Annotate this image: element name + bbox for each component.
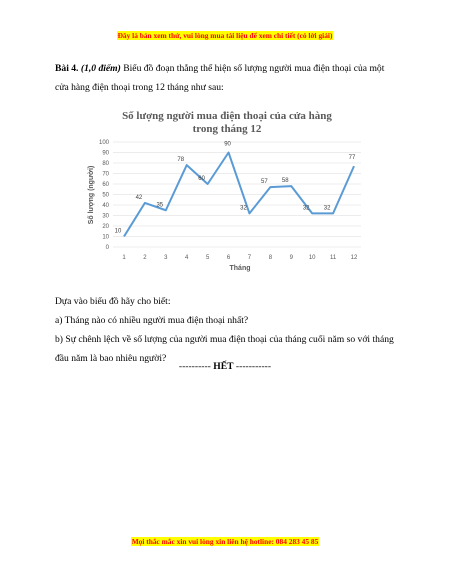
data-label: 90 — [224, 141, 231, 148]
x-tick-label: 10 — [308, 255, 316, 261]
y-tick-label: 30 — [102, 213, 109, 220]
x-tick-label: 8 — [268, 255, 273, 261]
y-tick-label: 40 — [102, 203, 109, 209]
data-label: 78 — [177, 157, 185, 164]
problem-points: (1,0 điểm) — [80, 63, 121, 74]
hotline-text: Mọi thắc mắc xin vui lòng xin liên hệ hotline: 084 283 45 85 — [131, 537, 319, 546]
y-tick-label: 90 — [102, 150, 109, 157]
x-tick-label: 2 — [143, 255, 147, 261]
data-label: 10 — [114, 228, 122, 235]
chart-gridlines — [113, 142, 361, 247]
y-tick-label: 80 — [102, 161, 109, 167]
end-word: HẾT — [213, 361, 234, 372]
x-tick-label: 9 — [289, 255, 293, 261]
chart-title-line1: Số lượng người mua điện thoại của cửa hàng — [122, 110, 332, 122]
y-tick-label: 70 — [102, 171, 109, 178]
line-chart — [0, 0, 450, 290]
problem-text: Biểu đồ đoạn thẳng thể hiện số lượng người mua điện thoại của một cửa hàng điện thoại trong 12 tháng như sau: — [55, 63, 385, 93]
x-axis-ticks — [122, 255, 358, 261]
y-tick-label: 0 — [105, 245, 109, 251]
preview-notice-text: Đây là bản xem thử, vui lòng mua tài liệu để xem chi tiết (có lời giải) — [117, 31, 333, 40]
end-dashes-right: ----------- — [233, 361, 272, 372]
question-a: a) Tháng nào có nhiều người mua điện thoại nhất? — [55, 315, 249, 326]
y-tick-label: 100 — [98, 140, 109, 146]
instruction-text: Dựa vào biểu đồ hãy cho biết: — [55, 296, 171, 307]
end-dashes-left: ---------- — [178, 361, 214, 372]
y-tick-label: 60 — [102, 182, 109, 188]
y-tick-label: 10 — [102, 234, 109, 241]
data-label: 77 — [348, 155, 356, 162]
y-axis-label: Số lượng (người) — [88, 165, 95, 225]
problem-number: Bài 4. — [55, 63, 79, 74]
x-tick-label: 12 — [350, 255, 358, 261]
end-marker — [0, 361, 450, 372]
x-tick-label: 1 — [122, 255, 126, 261]
y-tick-label: 50 — [102, 192, 109, 199]
data-label: 60 — [198, 176, 205, 182]
data-label: 32 — [302, 205, 310, 212]
data-labels — [115, 142, 356, 235]
hotline-banner — [0, 537, 450, 546]
data-label: 42 — [135, 194, 143, 201]
data-label: 35 — [156, 202, 164, 209]
x-tick-label: 6 — [226, 255, 231, 261]
x-tick-label: 11 — [329, 255, 337, 261]
x-tick-label: 5 — [205, 255, 210, 261]
data-label: 32 — [240, 205, 247, 212]
y-axis-ticks — [99, 140, 110, 251]
y-tick-label: 20 — [102, 224, 109, 230]
x-tick-label: 7 — [247, 255, 252, 261]
data-label: 32 — [323, 205, 331, 212]
x-axis-label: Tháng — [229, 265, 251, 272]
data-label: 58 — [281, 178, 289, 185]
x-tick-label: 3 — [164, 255, 168, 261]
data-label: 57 — [261, 179, 268, 186]
x-tick-label: 4 — [185, 255, 189, 261]
question-b: b) Sự chênh lệch về số lượng của người mua điện thoại của tháng cuối năm so với tháng đầu năm là bao nhiêu người? — [55, 334, 394, 364]
chart-title-line2: trong tháng 12 — [192, 123, 262, 135]
